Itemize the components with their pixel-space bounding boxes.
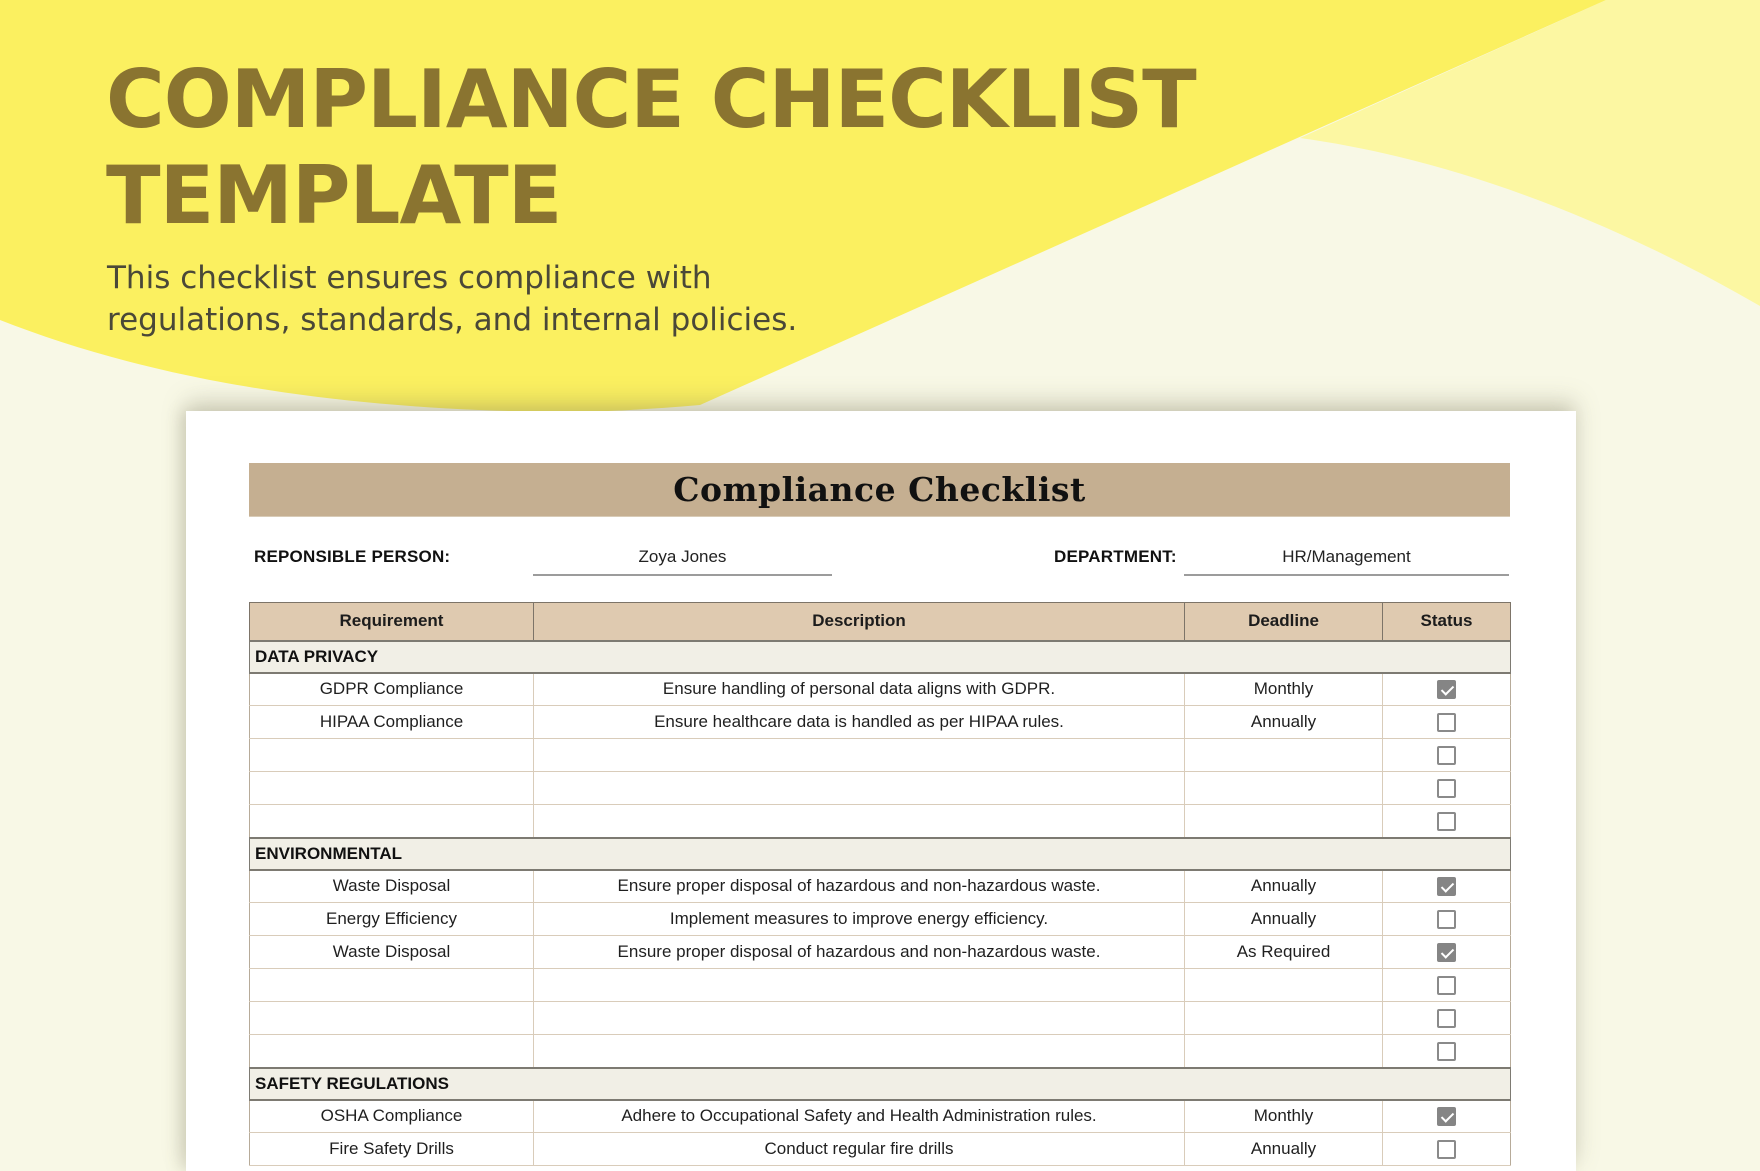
requirement-cell[interactable] — [250, 1035, 534, 1068]
status-cell — [1383, 1133, 1511, 1166]
deadline-cell[interactable] — [1185, 1035, 1383, 1068]
requirement-cell[interactable]: Fire Safety Drills — [250, 1133, 534, 1166]
section-title: DATA PRIVACY — [250, 641, 1511, 673]
table-row — [250, 805, 1511, 838]
requirement-cell[interactable]: Waste Disposal — [250, 936, 534, 969]
column-header-description: Description — [534, 603, 1185, 641]
status-cell — [1383, 903, 1511, 936]
checkbox-unchecked-icon[interactable] — [1437, 713, 1456, 732]
status-cell — [1383, 772, 1511, 805]
description-cell[interactable]: Ensure healthcare data is handled as per HIPAA rules. — [534, 706, 1185, 739]
status-cell — [1383, 969, 1511, 1002]
section-row — [250, 641, 1511, 673]
deadline-cell[interactable]: Annually — [1185, 1133, 1383, 1166]
section-row — [250, 838, 1511, 870]
deadline-cell[interactable]: As Required — [1185, 936, 1383, 969]
checkbox-unchecked-icon[interactable] — [1437, 746, 1456, 765]
table-row — [250, 739, 1511, 772]
description-cell[interactable] — [534, 969, 1185, 1002]
description-cell[interactable]: Ensure handling of personal data aligns with GDPR. — [534, 673, 1185, 706]
department-field[interactable]: HR/Management — [1184, 539, 1509, 576]
table-row — [250, 870, 1511, 903]
responsible-person-label: REPONSIBLE PERSON: — [254, 547, 451, 566]
document-title: Compliance Checklist — [673, 470, 1086, 509]
hero-title-line1: COMPLIANCE CHECKLIST — [106, 53, 1196, 146]
requirement-cell[interactable]: Energy Efficiency — [250, 903, 534, 936]
table-header-row — [250, 603, 1511, 641]
table-row — [250, 1002, 1511, 1035]
checkbox-checked-icon[interactable] — [1437, 680, 1456, 699]
description-cell[interactable] — [534, 739, 1185, 772]
requirement-cell[interactable]: OSHA Compliance — [250, 1100, 534, 1133]
requirement-cell[interactable]: HIPAA Compliance — [250, 706, 534, 739]
table-row — [250, 706, 1511, 739]
hero-title — [106, 52, 1196, 244]
section-title: SAFETY REGULATIONS — [250, 1068, 1511, 1100]
checkbox-unchecked-icon[interactable] — [1437, 976, 1456, 995]
requirement-cell[interactable] — [250, 1002, 534, 1035]
deadline-cell[interactable]: Monthly — [1185, 1100, 1383, 1133]
status-cell — [1383, 706, 1511, 739]
table-row — [250, 673, 1511, 706]
section-row — [250, 1068, 1511, 1100]
status-cell — [1383, 739, 1511, 772]
hero-title-line2: TEMPLATE — [106, 149, 562, 242]
compliance-checklist-table — [249, 602, 1511, 1166]
deadline-cell[interactable]: Monthly — [1185, 673, 1383, 706]
description-cell[interactable]: Implement measures to improve energy efficiency. — [534, 903, 1185, 936]
checkbox-unchecked-icon[interactable] — [1437, 779, 1456, 798]
deadline-cell[interactable]: Annually — [1185, 903, 1383, 936]
table-row — [250, 969, 1511, 1002]
table-row — [250, 903, 1511, 936]
description-cell[interactable] — [534, 1002, 1185, 1035]
deadline-cell[interactable] — [1185, 772, 1383, 805]
status-cell — [1383, 1035, 1511, 1068]
checkbox-checked-icon[interactable] — [1437, 1107, 1456, 1126]
description-cell[interactable]: Adhere to Occupational Safety and Health Administration rules. — [534, 1100, 1185, 1133]
description-cell[interactable] — [534, 772, 1185, 805]
status-cell — [1383, 805, 1511, 838]
table-row — [250, 1035, 1511, 1068]
status-cell — [1383, 673, 1511, 706]
description-cell[interactable]: Conduct regular fire drills — [534, 1133, 1185, 1166]
table-row — [250, 772, 1511, 805]
deadline-cell[interactable]: Annually — [1185, 870, 1383, 903]
requirement-cell[interactable]: GDPR Compliance — [250, 673, 534, 706]
column-header-requirement: Requirement — [250, 603, 534, 641]
deadline-cell[interactable] — [1185, 739, 1383, 772]
checkbox-unchecked-icon[interactable] — [1437, 1042, 1456, 1061]
deadline-cell[interactable]: Annually — [1185, 706, 1383, 739]
status-cell — [1383, 870, 1511, 903]
requirement-cell[interactable] — [250, 805, 534, 838]
checkbox-unchecked-icon[interactable] — [1437, 1009, 1456, 1028]
deadline-cell[interactable] — [1185, 805, 1383, 838]
column-header-deadline: Deadline — [1185, 603, 1383, 641]
checkbox-unchecked-icon[interactable] — [1437, 812, 1456, 831]
checkbox-unchecked-icon[interactable] — [1437, 1140, 1456, 1159]
table-row — [250, 1133, 1511, 1166]
document-title-bar — [249, 463, 1510, 517]
description-cell[interactable]: Ensure proper disposal of hazardous and non-hazardous waste. — [534, 936, 1185, 969]
description-cell[interactable] — [534, 805, 1185, 838]
status-cell — [1383, 1100, 1511, 1133]
deadline-cell[interactable] — [1185, 1002, 1383, 1035]
checkbox-checked-icon[interactable] — [1437, 943, 1456, 962]
requirement-cell[interactable] — [250, 739, 534, 772]
status-cell — [1383, 1002, 1511, 1035]
checkbox-checked-icon[interactable] — [1437, 877, 1456, 896]
requirement-cell[interactable]: Waste Disposal — [250, 870, 534, 903]
hero-subtitle: This checklist ensures compliance with regulations, standards, and internal policies. — [107, 260, 798, 338]
description-cell[interactable] — [534, 1035, 1185, 1068]
requirement-cell[interactable] — [250, 969, 534, 1002]
department-label: DEPARTMENT: — [1054, 547, 1177, 566]
deadline-cell[interactable] — [1185, 969, 1383, 1002]
table-row — [250, 1100, 1511, 1133]
section-title: ENVIRONMENTAL — [250, 838, 1511, 870]
status-cell — [1383, 936, 1511, 969]
description-cell[interactable]: Ensure proper disposal of hazardous and non-hazardous waste. — [534, 870, 1185, 903]
responsible-person-field[interactable]: Zoya Jones — [533, 539, 832, 576]
table-row — [250, 936, 1511, 969]
checkbox-unchecked-icon[interactable] — [1437, 910, 1456, 929]
column-header-status: Status — [1383, 603, 1511, 641]
requirement-cell[interactable] — [250, 772, 534, 805]
